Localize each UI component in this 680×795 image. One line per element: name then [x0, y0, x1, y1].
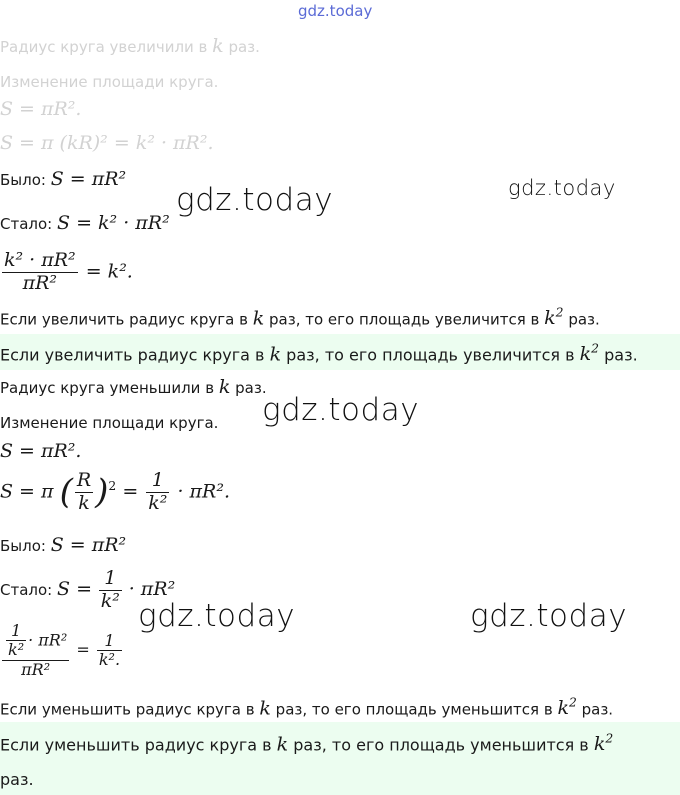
part2-f2-num: R	[76, 469, 92, 491]
part1-conclusion-k2: $k^2$	[544, 306, 564, 330]
part2-ratio-res-den: k².	[98, 650, 121, 670]
part2-square: 2	[108, 479, 117, 494]
part2-ratio-inner-fraction	[6, 622, 26, 660]
part2-answer	[0, 732, 613, 756]
part1-now-label: Стало:	[0, 215, 53, 233]
part1-answer	[0, 342, 638, 366]
part2-now-fraction	[99, 568, 122, 613]
part1-was-formula: S = πR²	[50, 168, 127, 190]
part1-ratio-result: = k².	[85, 260, 133, 283]
part1-conclusion-c: раз.	[568, 310, 600, 329]
part1-change: Изменение площади круга.	[0, 73, 219, 91]
part2-ratio-den: πR²	[21, 659, 51, 679]
part1-ratio-den: πR²	[22, 271, 58, 294]
part2-intro	[0, 376, 267, 399]
part2-f2-fnum: 1	[146, 470, 169, 493]
watermark-5: gdz.today	[470, 598, 628, 634]
part1-intro-end: раз.	[228, 38, 260, 56]
part2-ratio-inner-den: k²	[8, 640, 25, 660]
part2-formula2	[0, 470, 230, 515]
part2-conclusion	[0, 696, 613, 720]
part1-conclusion-b: раз, то его площадь увеличится в	[269, 310, 540, 329]
part2-f2-left: S = π	[0, 480, 54, 503]
part1-was	[0, 168, 126, 191]
part2-f2-fden: k²	[148, 491, 168, 514]
part2-f2-den: k	[78, 491, 90, 514]
part2-answer-k2: $k^2$	[593, 732, 614, 756]
part1-answer-k2: $k^2$	[579, 342, 600, 366]
part2-right-paren: )	[95, 471, 109, 512]
part2-change: Изменение площади круга.	[0, 414, 219, 432]
part1-now	[0, 212, 170, 235]
part2-intro-text: Радиус круга уменьшили в	[0, 379, 215, 397]
part2-answer-b: раз, то его площадь уменьшится в	[293, 735, 589, 755]
part2-now-left: S =	[57, 577, 92, 600]
part2-f2-fraction	[75, 470, 93, 515]
top-watermark: gdz.today	[298, 2, 373, 20]
part1-ratio-fraction	[2, 250, 78, 295]
part2-k: k	[218, 376, 231, 398]
part1-was-label: Было:	[0, 171, 46, 189]
part2-now-den: k²	[100, 589, 120, 612]
part1-formula2: S = π (kR)² = k² · πR².	[0, 132, 214, 154]
part1-conclusion	[0, 306, 600, 330]
part2-now-label: Стало:	[0, 580, 53, 599]
part2-conclusion-k: k	[259, 697, 271, 720]
part1-answer-a: Если увеличить радиус круга в	[0, 345, 265, 365]
part2-was-label: Было:	[0, 537, 46, 555]
part2-was	[0, 534, 126, 557]
part2-f2-end: · πR².	[177, 480, 230, 503]
part2-ratio-res-num: 1	[97, 632, 122, 651]
part1-answer-k: k	[269, 343, 282, 366]
part2-ratio-result-fraction	[97, 632, 122, 670]
part2-ratio-num-end: · πR²	[28, 630, 68, 650]
part1-intro	[0, 35, 260, 58]
part2-left-paren: (	[59, 471, 73, 512]
watermark-2: gdz.today	[176, 182, 334, 218]
part2-f2-fraction2	[146, 470, 169, 515]
part2-now-end: · πR²	[128, 577, 176, 600]
watermark-1: gdz.today	[508, 176, 616, 200]
part2-intro-end: раз.	[235, 379, 267, 397]
part1-formula1: S = πR².	[0, 98, 82, 120]
part2-answer-a: Если уменьшить радиус круга в	[0, 735, 272, 755]
part1-conclusion-k: k	[252, 307, 265, 330]
part1-ratio	[0, 250, 133, 295]
part2-f2-mid: =	[122, 480, 139, 503]
part2-formula1: S = πR².	[0, 440, 82, 462]
part2-ratio-eq: =	[76, 640, 90, 660]
part2-ratio	[0, 622, 124, 679]
watermark-4: gdz.today	[138, 598, 296, 634]
part2-ratio-numerator	[2, 622, 69, 661]
part2-conclusion-c: раз.	[581, 700, 614, 719]
part2-conclusion-a: Если уменьшить радиус круга в	[0, 700, 255, 719]
part1-conclusion-a: Если увеличить радиус круга в	[0, 310, 248, 329]
part1-answer-b: раз, то его площадь увеличится в	[286, 345, 575, 365]
part1-now-formula: S = k² · πR²	[57, 212, 170, 234]
part1-answer-c: раз.	[604, 345, 638, 365]
part2-was-formula: S = πR²	[50, 534, 127, 556]
part1-intro-text: Радиус круга увеличили в	[0, 38, 208, 56]
part2-conclusion-b: раз, то его площадь уменьшится в	[275, 700, 553, 719]
part2-ratio-inner-num: 1	[6, 622, 26, 641]
part2-answer-k: k	[276, 733, 289, 756]
part2-now-num: 1	[99, 568, 122, 591]
part1-ratio-num: k² · πR²	[4, 249, 76, 271]
part1-k: k	[212, 35, 224, 57]
part2-conclusion-k2: $k^2$	[557, 696, 577, 720]
watermark-3: gdz.today	[262, 392, 420, 428]
part2-ratio-fraction	[2, 622, 69, 679]
part2-answer-wrap: раз.	[0, 770, 34, 789]
